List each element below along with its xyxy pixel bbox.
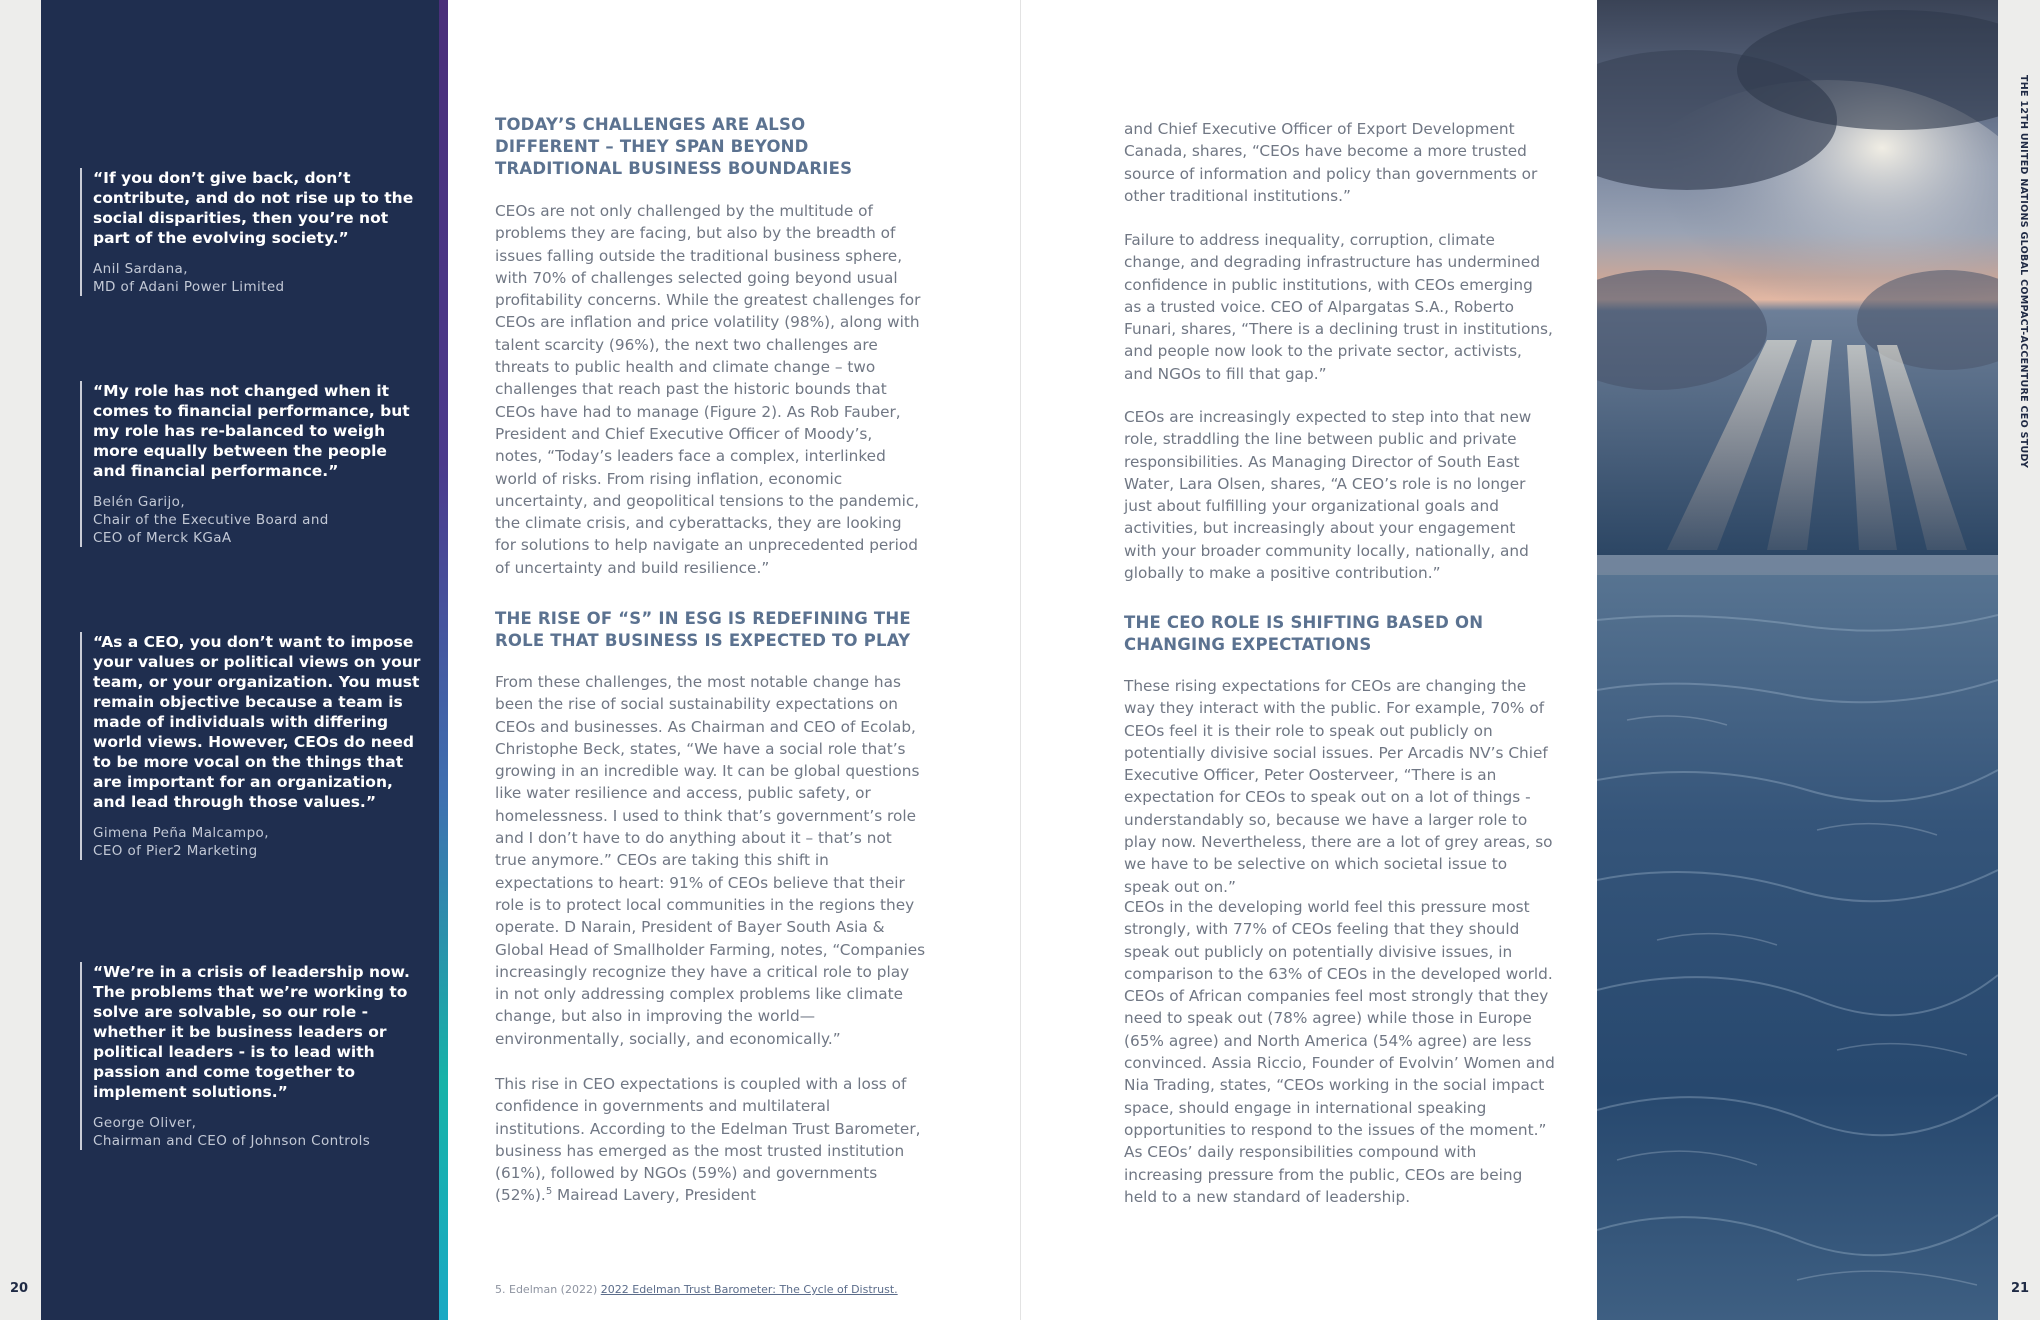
body-paragraph: These rising expectations for CEOs are changing the way they interact with the public. For example, 70% of CEOs feel it is their role to speak out publicly on potentially divisive social issues. Per Arcadis NV’s Chief Executive Officer, Peter Oosterveer, “There is an expectation for CEOs to speak out on a lot of things - understandably so, because we have a larger role to play now. Nevertheless, there are a lot of grey areas, so we have to be selective on which societal issue to speak out on.” <box>1124 677 1553 896</box>
quote-block <box>80 168 422 296</box>
quote-attribution: Anil Sardana, MD of Adani Power Limited <box>93 261 285 295</box>
quote-text: “If you don’t give back, don’t contribute, and do not rise up to the social disparities, then you’re not part of the evolving society.” <box>93 169 414 247</box>
footnote-prefix: 5. Edelman (2022) <box>495 1283 601 1296</box>
quote-text: “We’re in a crisis of leadership now. The problems that we’re working to solve are solvable, so our role - whether it be business leaders or political leaders - is to lead with passion and come together to implement solutions.” <box>93 963 410 1101</box>
section-heading: THE CEO ROLE IS SHIFTING BASED ON CHANGING EXPECTATIONS <box>1124 613 1484 654</box>
footnote-link[interactable]: 2022 Edelman Trust Barometer: The Cycle of Distrust. <box>600 1283 898 1296</box>
page-number-right: 21 <box>2011 1281 2030 1296</box>
quote-block <box>80 381 422 547</box>
ocean-sunrays-icon <box>1597 0 1998 1320</box>
body-paragraph: and Chief Executive Officer of Export Development Canada, shares, “CEOs have become a more trusted source of information and policy than governments or other traditional institutions.” <box>1124 120 1538 205</box>
paragraph-text: This rise in CEO expectations is coupled with a loss of confidence in governments and multilateral institutions. According to the Edelman Trust Barometer, business has emerged as the most trusted institution (61%), followed by NGOs (59%) and governments (52%). <box>495 1075 921 1205</box>
paragraph-text: Mairead Lavery, President <box>552 1186 756 1205</box>
quote-text: “My role has not changed when it comes to financial performance, but my role has re-balanced to weigh more equally between the people and financial performance.” <box>93 382 410 480</box>
footnote-marker[interactable]: 5 <box>545 1186 553 1198</box>
body-paragraph: Failure to address inequality, corruption, climate change, and degrading infrastructure has undermined confidence in public institutions, with CEOs emerging as a trusted voice. CEO of Alpargatas S.A., Roberto Funari, shares, “There is a declining trust in institutions, and people now look to the private sector, activists, and NGOs to fill that gap.” <box>1124 231 1553 383</box>
gradient-accent-bar <box>439 0 448 1320</box>
quote-attribution: George Oliver, Chairman and CEO of Johnson Controls <box>93 1115 371 1149</box>
footnote <box>495 1283 898 1296</box>
section-heading: THE RISE OF “S” IN ESG IS REDEFINING THE ROLE THAT BUSINESS IS EXPECTED TO PLAY <box>495 609 911 650</box>
body-paragraph: CEOs in the developing world feel this pressure most strongly, with 77% of CEOs feeling that they should speak out publicly on potentially divisive issues, in comparison to the 63% of CEOs in the developed world. CEOs of African companies feel most strongly that they need to speak out (78% agree) while those in Europe (65% agree) and North America (54% agree) are less convinced. Assia Riccio, Founder of Evolvin’ Women and Nia Trading, states, “CEOs working in the social impact space, should engage in international speaking opportunities to respond to the issues of the moment.” As CEOs’ daily responsibilities compound with increasing pressure from the public, CEOs are being held to a new standard of leadership. <box>1124 898 1555 1206</box>
section-heading: TODAY’S CHALLENGES ARE ALSO DIFFERENT – THEY SPAN BEYOND TRADITIONAL BUSINESS BOUNDARIES <box>495 115 853 178</box>
left-gutter <box>0 0 41 1320</box>
quote-attribution: Gimena Peña Malcampo, CEO of Pier2 Marketing <box>93 825 269 859</box>
running-head: THE 12TH UNITED NATIONS GLOBAL COMPACT-ACCENTURE CEO STUDY <box>2018 75 2029 469</box>
quote-text: “As a CEO, you don’t want to impose your values or political views on your team, or your organization. You must remain objective because a team is made of individuals with differing world views. However, CEOs do need to be more vocal on the things that are important for an organization, and lead through those values.” <box>93 633 421 811</box>
body-paragraph: CEOs are not only challenged by the multitude of problems they are facing, but also by the breadth of issues falling outside the traditional business sphere, with 70% of challenges selected going beyond usual profitability concerns. While the greatest challenges for CEOs are inflation and price volatility (98%), along with talent scarcity (96%), the next two challenges are threats to public health and climate change – two challenges that reach past the historic bounds that CEOs have had to manage (Figure 2). As Rob Fauber, President and Chief Executive Officer of Moody’s, notes, “Today’s leaders face a complex, interlinked world of risks. From rising inflation, economic uncertainty, and geopolitical tensions to the pandemic, the climate crisis, and cyberattacks, they are looking for solutions to help navigate an unprecedented period of uncertainty and build resilience.” <box>495 202 921 577</box>
quote-block <box>80 632 422 860</box>
ocean-sunrays-photo <box>1597 0 1998 1320</box>
quote-block <box>80 962 422 1150</box>
page-number-left: 20 <box>10 1281 29 1296</box>
body-paragraph <box>495 1073 923 1207</box>
body-paragraph: CEOs are increasingly expected to step into that new role, straddling the line between public and private responsibilities. As Managing Director of South East Water, Lara Olsen, shares, “A CEO’s role is no longer just about fulfilling your organizational goals and activities, but increasingly about your engagement with your broader community locally, nationally, and globally to make a positive contribution.” <box>1124 408 1532 583</box>
body-paragraph: From these challenges, the most notable change has been the rise of social sustainability expectations on CEOs and businesses. As Chairman and CEO of Ecolab, Christophe Beck, states, “We have a social role that’s growing in an incredible way. It can be global questions like water resilience and access, public safety, or homelessness. I used to think that’s government’s role and I don’t have to do anything about it – that’s not true anymore.” CEOs are taking this shift in expectations to heart: 91% of CEOs believe that their role is to protect local communities in the regions they operate. D Narain, President of Bayer South Asia & Global Head of Smallholder Farming, notes, “Companies increasingly recognize they have a critical role to play in not only addressing complex problems like climate change, but also in improving the world—environmentally, socially, and economically.” <box>495 673 926 1048</box>
quote-attribution: Belén Garijo, Chair of the Executive Board and CEO of Merck KGaA <box>93 494 329 546</box>
